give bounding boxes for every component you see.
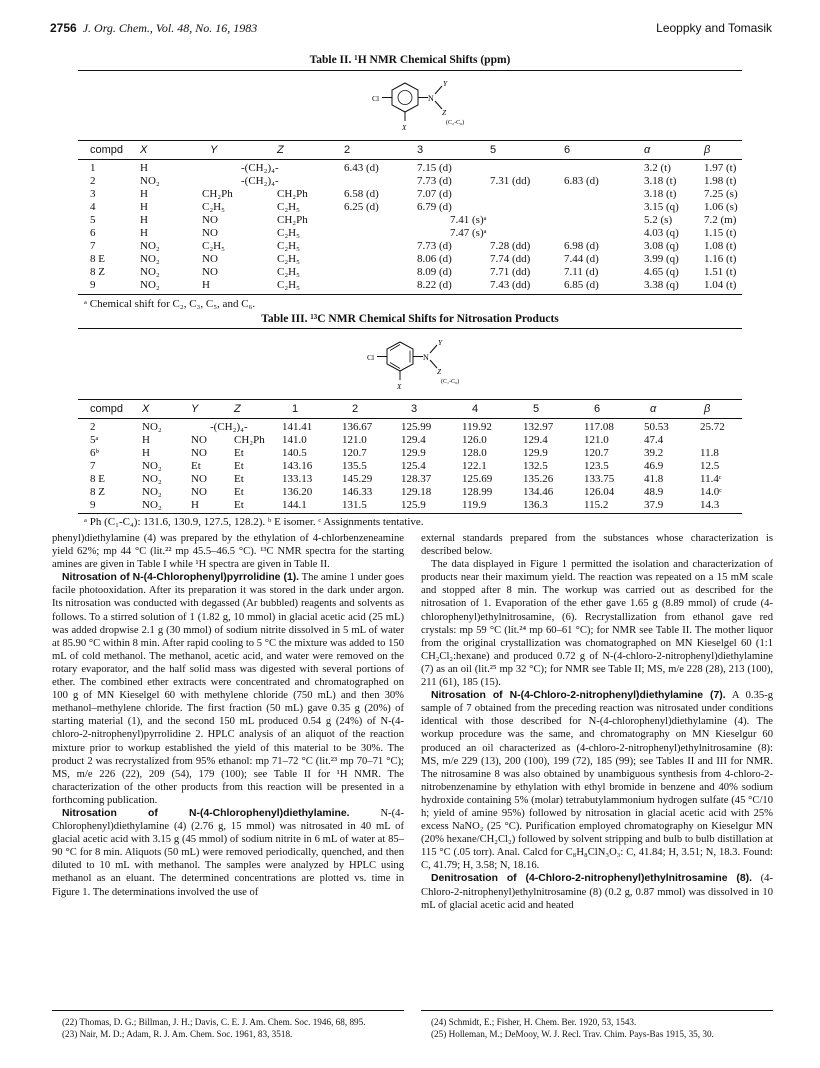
table-cell: 14.0ᶜ (700, 486, 723, 498)
right-column (421, 532, 773, 912)
table-cell: 120.7 (584, 447, 609, 459)
table-cell: 3 (90, 188, 96, 200)
paragraph-text: A 0.35-g sample of 7 obtained from the preceding reaction was nitrosated under conditions identical with those described for N-(4-chlorophenyl)diethylamine (4). The workup procedure was the same, and chromatography on MN Kieselgur 60 produced an oil characterized as (4-chloro-2-nitrophenyl)ethylnitrosamine (8): MS, m/e 229 (13), 200 (100), 199 (72), 185 (99); see Tables II and III for NMR. The nitrosamine 8 was also obtained by unambiguous synthesis from 4-chloro-2-nitrobenzenamine by ethylation with ethyl bromide in benzene and 40% sodium hydroxide containing 5% (molar) tetrabutylammonium hydrogen sulfate (45 °C/10 h; yield of amine 95%) followed by nitrosation in glacial acetic acid with 25% excess NaNO₂ (25 °C). Purification employed chromatography on Kieselgur MN (20% hexane/CH₂Cl₂) followed by solvent stripping and bulb to bulb distillation at 115 °C (.05 torr). Anal. Calcd for C₈H₈ClN₃O₃: C, 41.84; H, 3.51; N, 18.3. Found: C, 41.79; H, 3.58; N, 18.16. (421, 690, 774, 872)
table-cell: 132.5 (523, 460, 548, 472)
table-cell: NO₂ (140, 240, 160, 252)
table-cell: 6.58 (d) (344, 188, 379, 200)
table-cell: 2 (90, 175, 96, 187)
table-cell: Et (234, 486, 244, 498)
table-cell: 135.5 (342, 460, 367, 472)
table-cell: H (140, 188, 148, 200)
table-cell: 8 E (90, 473, 105, 485)
table-cell: H (202, 279, 210, 291)
table-cell: 123.5 (584, 460, 609, 472)
table-cell: 7.47 (s)ᵃ (450, 227, 487, 239)
table-cell: 5.2 (s) (644, 214, 673, 226)
table-cell: 3.15 (q) (644, 201, 679, 213)
table2-footnote: ᵃ Chemical shift for C₂, C₃, C₅, and C₆. (84, 298, 256, 310)
table-cell: C₂H₅ (277, 266, 300, 278)
table-cell: NO₂ (142, 486, 162, 498)
table-cell: Et (234, 473, 244, 485)
table-cell: NO (191, 473, 207, 485)
table-cell: NO₂ (140, 266, 160, 278)
section-heading: Nitrosation of N-(4-Chlorophenyl)pyrrolidine (1). (62, 572, 300, 584)
table2-col-beta: β (704, 144, 711, 156)
table-cell: H (191, 499, 199, 511)
struct-label-cl: Cl (367, 353, 375, 362)
struct-label-n: N (428, 94, 434, 103)
table-cell: 119.92 (462, 421, 492, 433)
table-cell: 128.99 (462, 486, 493, 498)
table-cell: NO (202, 214, 218, 226)
table3-col-z: Z (234, 403, 241, 415)
table-cell: C₂H₅ (277, 240, 300, 252)
table3-footnote: ᵃ Ph (C₁-C₄): 131.6, 130.9, 127.5, 128.2). ᵇ E isomer. ᶜ Assignments tentative. (84, 516, 424, 528)
table-cell: 6ᵇ (90, 447, 99, 459)
table-cell: 129.4 (401, 434, 426, 446)
table-cell: 120.7 (342, 447, 367, 459)
table-cell: 140.5 (282, 447, 307, 459)
body-paragraph: external standards prepared from the substances whose characterization is described below. (421, 533, 773, 558)
references-right (421, 1010, 773, 1041)
table-cell: -(CH₂)₄- (241, 175, 279, 187)
struct-label-c: (C₁-C₆) (441, 379, 460, 385)
table-cell: 131.5 (342, 499, 367, 511)
struct-label-y: Y (443, 79, 448, 88)
table-cell: 8.09 (d) (417, 266, 452, 278)
table2-col-3: 3 (417, 144, 424, 156)
table-cell: C₂H₅ (277, 253, 300, 265)
table2-structure-diagram (360, 74, 480, 136)
table-cell: 1.16 (t) (704, 253, 737, 265)
table3-header-top-rule (78, 399, 742, 400)
table-cell: 125.4 (401, 460, 426, 472)
table-cell: NO₂ (142, 460, 162, 472)
table-row (78, 486, 742, 499)
table3-top-rule (78, 328, 742, 329)
table-cell: 115.2 (584, 499, 609, 511)
table-row (78, 499, 742, 512)
table-cell: 8.06 (d) (417, 253, 452, 265)
table-cell: 25.72 (700, 421, 725, 433)
table-cell: 128.0 (462, 447, 487, 459)
table-cell: 136.20 (282, 486, 313, 498)
table-cell: 117.08 (584, 421, 614, 433)
table-cell: 50.53 (644, 421, 669, 433)
table-cell: 133.13 (282, 473, 313, 485)
table-cell: NO₂ (140, 253, 160, 265)
struct-label-n: N (423, 353, 429, 362)
table-cell: Et (234, 499, 244, 511)
table-cell: 121.0 (584, 434, 609, 446)
table-cell: H (140, 227, 148, 239)
table-row (78, 473, 742, 486)
table-cell: 1.06 (s) (704, 201, 738, 213)
table-cell: CH₂Ph (277, 188, 308, 200)
table-cell: 146.33 (342, 486, 373, 498)
table3-bottom-rule (78, 513, 742, 514)
table-cell: 48.9 (644, 486, 664, 498)
table-cell: 129.9 (401, 447, 426, 459)
table3-col-beta: β (704, 403, 711, 415)
struct-label-c: (C₂-C₆) (446, 120, 465, 126)
table-row (78, 175, 742, 188)
table-cell: C₂H₅ (202, 240, 225, 252)
table-cell: 3.18 (t) (644, 188, 677, 200)
journal-citation: J. Org. Chem., Vol. 48, No. 16, 1983 (82, 21, 258, 35)
table3-col-4: 4 (472, 403, 479, 415)
table-row (78, 214, 742, 227)
table-cell: 7.11 (d) (564, 266, 599, 278)
table-cell: 121.0 (342, 434, 367, 446)
table-cell: 6.98 (d) (564, 240, 599, 252)
table-cell: 132.97 (523, 421, 554, 433)
section-heading: Denitrosation of (4-Chloro-2-nitrophenyl)ethylnitrosamine (8). (431, 873, 752, 885)
table-cell: C₂H₅ (277, 201, 300, 213)
table-cell: 2 (90, 421, 96, 433)
table-cell: 3.99 (q) (644, 253, 679, 265)
table-cell: H (140, 214, 148, 226)
table2-col-compd: compd (90, 144, 124, 156)
section-heading: Nitrosation of N-(4-Chlorophenyl)diethylamine. (62, 807, 350, 819)
table-row (78, 253, 742, 266)
table-cell: 7.31 (dd) (490, 175, 531, 187)
table2-col-alpha: α (644, 144, 651, 156)
table-cell: 3.38 (q) (644, 279, 679, 291)
table-cell: C₂H₅ (277, 279, 300, 291)
table-cell: 7.71 (dd) (490, 266, 531, 278)
table-cell: 37.9 (644, 499, 664, 511)
table-cell: 126.04 (584, 486, 615, 498)
table-cell: 46.9 (644, 460, 664, 472)
struct-label-y: Y (438, 338, 443, 347)
table-cell: 134.46 (523, 486, 554, 498)
table-row (78, 460, 742, 473)
table3-header-bottom-rule (78, 418, 742, 419)
table-row (78, 421, 742, 434)
table-cell: 141.41 (282, 421, 313, 433)
table-cell: 125.69 (462, 473, 493, 485)
table-cell: 1.08 (t) (704, 240, 737, 252)
table-cell: 41.8 (644, 473, 664, 485)
table-cell: 8.22 (d) (417, 279, 452, 291)
table-cell: 7.25 (s) (704, 188, 738, 200)
table-cell: 144.1 (282, 499, 307, 511)
table2-bottom-rule (78, 294, 742, 295)
table3-header-row (78, 403, 742, 416)
table-cell: 7.41 (s)ᵃ (450, 214, 487, 226)
table-cell: 6.79 (d) (417, 201, 452, 213)
table3-col-6: 6 (594, 403, 601, 415)
table3-col-x: X (142, 403, 150, 415)
body-paragraph (52, 807, 404, 899)
table3-col-2: 2 (352, 403, 359, 415)
table-cell: 1.98 (t) (704, 175, 737, 187)
table-cell: Et (234, 460, 244, 472)
struct-label-x: X (402, 124, 407, 132)
table-cell: 3.18 (t) (644, 175, 677, 187)
table3-col-compd: compd (90, 403, 124, 415)
table-cell: CH₂Ph (202, 188, 233, 200)
table-cell: 8 Z (90, 486, 105, 498)
table-cell: 136.3 (523, 499, 548, 511)
table-cell: 135.26 (523, 473, 554, 485)
table-cell: 7.15 (d) (417, 162, 452, 174)
table-cell: NO₂ (142, 421, 162, 433)
table2-col-x: X (140, 144, 148, 156)
table3-col-3: 3 (411, 403, 418, 415)
table3-col-1: 1 (292, 403, 299, 415)
struct-label-cl: Cl (372, 94, 380, 103)
table3-col-y: Y (191, 403, 199, 415)
table-cell: C₂H₅ (277, 227, 300, 239)
table-cell: 1.04 (t) (704, 279, 737, 291)
table-cell: 129.9 (523, 447, 548, 459)
table3-caption: Table III. ¹³C NMR Chemical Shifts for Nitrosation Products (261, 313, 559, 325)
table-cell: 7.43 (dd) (490, 279, 531, 291)
reference-item: (24) Schmidt, E.; Fisher, H. Chem. Ber. 1920, 53, 1543. (431, 1017, 637, 1027)
table-cell: CH₂Ph (277, 214, 308, 226)
table-cell: CH₂Ph (234, 434, 265, 446)
table2-header-bottom-rule (78, 159, 742, 160)
table-cell: 5 (90, 214, 96, 226)
table-cell: -(CH₂)₄- (241, 162, 279, 174)
table-cell: 1 (90, 162, 96, 174)
footnote-rule (421, 1010, 773, 1011)
table-cell: 141.0 (282, 434, 307, 446)
running-header (50, 21, 772, 37)
table2-col-6: 6 (564, 144, 571, 156)
table-cell: 119.9 (462, 499, 487, 511)
paragraph-text: N-(4-Chlorophenyl)diethylamine (4) (2.76 g, 15 mmol) was nitrosated in 40 mL of glacial acetic acid with 3.15 g (45 mmol) of sodium nitrite in 6 mL of water at 85–90 °C for 8 min. Aliquots (50 mL) were removed periodically, quenched, and then diluted to 10 mL with methanol. The samples were analyzed by HPLC using methanol as an eluant. The determined concentrations are plotted vs. time in Figure 1. The determinations involved the use of (52, 807, 404, 898)
section-heading: Nitrosation of N-(4-Chloro-2-nitrophenyl)diethylamine (7). (431, 690, 726, 702)
table-cell: 6.25 (d) (344, 201, 379, 213)
table-cell: H (142, 447, 150, 459)
reference-item: (25) Holleman, M.; DeMooy, W. J. Recl. Trav. Chim. Pays-Bas 1915, 35, 30. (431, 1029, 714, 1040)
table-cell: 3.08 (q) (644, 240, 679, 252)
table-cell: 7.74 (dd) (490, 253, 531, 265)
table-cell: -(CH₂)₄- (210, 421, 248, 433)
table-cell: 4.65 (q) (644, 266, 679, 278)
table-cell: 7.44 (d) (564, 253, 599, 265)
table-cell: Et (234, 447, 244, 459)
table-cell: 129.18 (401, 486, 432, 498)
table-cell: 1.51 (t) (704, 266, 737, 278)
table-cell: NO₂ (142, 473, 162, 485)
table-cell: 9 (90, 279, 96, 291)
table-cell: 1.97 (t) (704, 162, 737, 174)
table-cell: NO (202, 253, 218, 265)
table-cell: NO (191, 447, 207, 459)
paragraph-text: The amine 1 under goes facile photooxidation. After its preparation it was stored in the dark under argon. Its nitrosation was conducted with degassed (Ar bubbled) reagents and solvents as follows. To a stirred solution of 1 (1.82 g, 10 mmol) in glacial acetic acid (25 mL) was added dropwise 2.1 g (30 mmol) of sodium nitrite dissolved in 5 mL of water at 85.90 °C within 8 min. After rapid cooling to 5 °C the mixture was added to 150 mL of cold methanol. The methanol, acetic acid, and water were removed on the rotary evaporator, and the half solid mass was digested with several portions of ether. The combined ether extracts were concentrated and chromatographed on 100 g of MN Kieselgel 60 with methylene chloride (750 mL) and then 30% methanol–methylene chloride. The first fraction (50 mL) gave 0.35 g (20%) of starting material (1), and the second 150 mL produced 0.54 g (24%) of N-(4-chloro-2-nitrophenyl)pyrrolidine 2. HPLC analysis of an aliquot of the reaction mixture prior to workup established the yield of this material to be 30%. The product 2 was recrystalized from 95% ethanol: mp 71–72 °C (lit.²³ mp 70–71 °C); MS, m/e 226 (22), 209 (54), 179 (100); see Table II for ¹H NMR. The characterization of the other products from this reaction will be presented in a forthcoming publication. (52, 572, 404, 806)
table-row (78, 434, 742, 447)
table-cell: 136.67 (342, 421, 373, 433)
table-cell: 12.5 (700, 460, 720, 472)
table-cell: 122.1 (462, 460, 487, 472)
table-cell: NO (202, 227, 218, 239)
table-cell: 129.4 (523, 434, 548, 446)
table-cell: 11.8 (700, 447, 719, 459)
table-cell: 145.29 (342, 473, 373, 485)
table3-col-alpha: α (650, 403, 657, 415)
body-paragraph (421, 689, 773, 872)
table-cell: 6 (90, 227, 96, 239)
body-paragraph: The data displayed in Figure 1 permitted the isolation and characterization of products near their maximum yield. The reaction was repeated on a 15 mM scale and stopped after 8 min. The workup was carried out as described for the nitrosation of 1. Evaporation of the ether gave 1.65 g (8.89 mmol) of crude (4-chlorophenyl)ethylnitrosamine, (6). Recrystallization from ethanol gave red crystals: mp 59 °C (lit.²⁴ mp 60–61 °C); for NMR see Table II. The mother liquor from the original crystallization was chomatographed on MN Kieselgel 60 (1:1 CH₂Cl₂:hexane) and produced 0.72 g of N-(4-chloro-2-nitrophenyl)diethylamine (7) as an oil (lit.²⁵ mp 32 °C); for NMR see Table II; MS, m/e 228 (28), 213 (100), 211 (61), 185 (15). (421, 559, 773, 689)
table-row (78, 188, 742, 201)
table-cell: H (142, 434, 150, 446)
table-cell: 7.2 (m) (704, 214, 737, 226)
table-cell: NO₂ (140, 175, 160, 187)
table-cell: NO₂ (142, 499, 162, 511)
table-row (78, 279, 742, 292)
table-cell: 4 (90, 201, 96, 213)
reference-item: (22) Thomas, D. G.; Billman, J. H.; Davis, C. E. J. Am. Chem. Soc. 1946, 68, 895. (62, 1017, 366, 1027)
table-cell: 7.28 (dd) (490, 240, 531, 252)
table-cell: H (140, 162, 148, 174)
page-number: 2756 (50, 21, 77, 35)
table-cell: H (140, 201, 148, 213)
table-cell: NO (191, 434, 207, 446)
references-left (52, 1010, 404, 1041)
table-cell: 125.9 (401, 499, 426, 511)
table3-structure-diagram (355, 332, 485, 396)
table-cell: Et (191, 460, 201, 472)
table-cell: 7.07 (d) (417, 188, 452, 200)
body-paragraph (421, 872, 773, 911)
left-column (52, 532, 404, 899)
footnote-rule (52, 1010, 404, 1011)
table2-header-row (78, 144, 742, 157)
table-cell: 128.37 (401, 473, 432, 485)
table-row (78, 162, 742, 175)
table-cell: 126.0 (462, 434, 487, 446)
table-cell: 8 Z (90, 266, 105, 278)
running-authors: Leoppky and Tomasik (656, 21, 772, 35)
table-cell: 125.99 (401, 421, 432, 433)
table-cell: NO (202, 266, 218, 278)
table-cell: 14.3 (700, 499, 720, 511)
table2-caption: Table II. ¹H NMR Chemical Shifts (ppm) (309, 54, 511, 66)
table-row (78, 240, 742, 253)
table-cell: 3.2 (t) (644, 162, 671, 174)
table-row (78, 266, 742, 279)
struct-label-x: X (397, 383, 402, 391)
table2-col-y: Y (210, 144, 218, 156)
struct-label-z: Z (437, 367, 442, 376)
reference-item: (23) Nair, M. D.; Adam, R. J. Am. Chem. Soc. 1961, 83, 3518. (62, 1029, 293, 1040)
table2-col-z: Z (277, 144, 284, 156)
table-cell: 6.85 (d) (564, 279, 599, 291)
table2-top-rule (78, 70, 742, 71)
table-cell: 6.83 (d) (564, 175, 599, 187)
table2-header-top-rule (78, 140, 742, 141)
table3-col-5: 5 (533, 403, 540, 415)
table-cell: 133.75 (584, 473, 615, 485)
table-cell: 7.73 (d) (417, 175, 452, 187)
table-cell: 9 (90, 499, 96, 511)
table-cell: 47.4 (644, 434, 664, 446)
table-cell: 143.16 (282, 460, 313, 472)
table-cell: 4.03 (q) (644, 227, 679, 239)
paragraph-text: (4-Chloro-2-nitrophenyl)ethylnitrosamine (8) (0.2 g, 0.87 mmol) was dissolved in 10 mL of glacial acetic acid and heated (421, 873, 773, 911)
table-cell: NO₂ (140, 279, 160, 291)
table-cell: 7 (90, 240, 96, 252)
table-cell: 7.73 (d) (417, 240, 452, 252)
table2-col-2: 2 (344, 144, 351, 156)
body-paragraph: phenyl)diethylamine (4) was prepared by the ethylation of 4-chlorbenzeneamine yield 62%; mp 44 °C (lit.²² mp 45.5–46.5 °C). ¹³C NMR spectra for the starting amines are given in Table I while ¹H spectra are given in Table II. (52, 533, 404, 571)
table-cell: 5ᵃ (90, 434, 99, 446)
table-cell: 6.43 (d) (344, 162, 379, 174)
struct-label-z: Z (442, 108, 447, 117)
table-cell: 7 (90, 460, 96, 472)
body-paragraph (52, 571, 404, 807)
table-cell: C₂H₅ (202, 201, 225, 213)
table-cell: 1.15 (t) (704, 227, 737, 239)
table-row (78, 447, 742, 460)
table-cell: NO (191, 486, 207, 498)
table-cell: 39.2 (644, 447, 664, 459)
table-cell: 8 E (90, 253, 105, 265)
table-row (78, 227, 742, 240)
table2-col-5: 5 (490, 144, 497, 156)
table-cell: 11.4ᶜ (700, 473, 722, 485)
table-row (78, 201, 742, 214)
